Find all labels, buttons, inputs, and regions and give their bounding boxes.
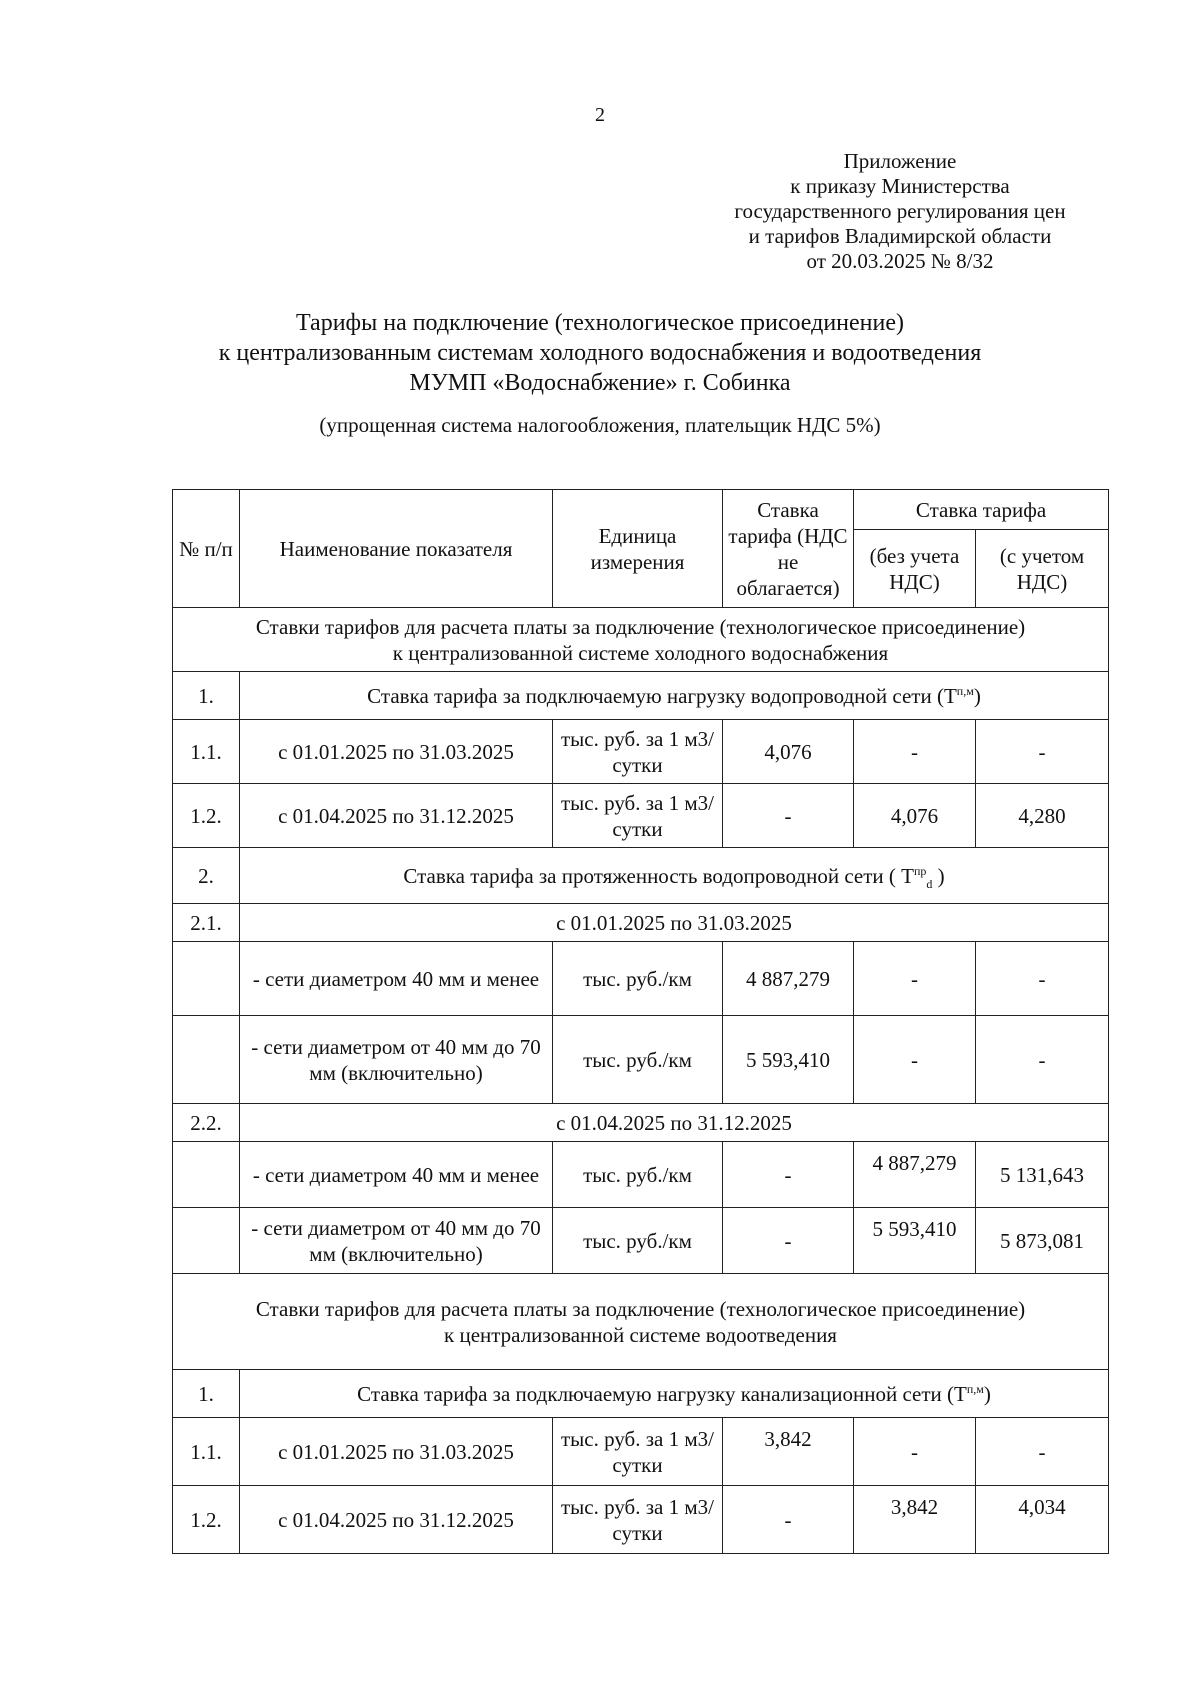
document-subtitle: (упрощенная система налогообложения, плательщик НДС 5%) bbox=[319, 413, 881, 437]
row-without-vat: 4 887,279 bbox=[854, 1142, 976, 1208]
row-with-vat: 4,280 bbox=[976, 784, 1109, 848]
row-with-vat: - bbox=[976, 1418, 1109, 1486]
tariff-table-wrapper bbox=[172, 489, 1108, 1554]
row-unit: тыс. руб. за 1 м3/сутки bbox=[553, 720, 723, 784]
row-num: 1.1. bbox=[173, 1418, 240, 1486]
table-row bbox=[173, 1418, 1109, 1486]
row-heading bbox=[240, 848, 1109, 904]
table-row bbox=[173, 904, 1109, 942]
table-row bbox=[173, 1370, 1109, 1418]
table-row bbox=[173, 672, 1109, 720]
header-rate-group: Ставка тарифа bbox=[854, 490, 1109, 530]
table-row bbox=[173, 1486, 1109, 1554]
subscript: d bbox=[926, 876, 933, 891]
table-row bbox=[173, 1208, 1109, 1274]
row-num: 1.2. bbox=[173, 784, 240, 848]
section-row bbox=[173, 608, 1109, 672]
superscript: пр bbox=[913, 863, 927, 878]
row-unit: тыс. руб./км bbox=[553, 942, 723, 1016]
appendix-line: Приложение bbox=[843, 149, 957, 173]
row-with-vat: 4,034 bbox=[976, 1486, 1109, 1554]
header-num: № п/п bbox=[173, 490, 240, 608]
row-with-vat: - bbox=[976, 942, 1109, 1016]
row-name: с 01.04.2025 по 31.12.2025 bbox=[240, 784, 553, 848]
appendix-line: государственного регулирования цен bbox=[734, 199, 1066, 223]
row-without-vat: - bbox=[854, 1016, 976, 1104]
row-num: 1. bbox=[173, 1370, 240, 1418]
section-water bbox=[173, 608, 1109, 672]
page-number: 2 bbox=[595, 104, 605, 126]
row-name: - сети диаметром от 40 мм до 70 мм (включительно) bbox=[240, 1208, 553, 1274]
row-num: 1.2. bbox=[173, 1486, 240, 1554]
row-period: с 01.04.2025 по 31.12.2025 bbox=[240, 1104, 1109, 1142]
row-num: 1. bbox=[173, 672, 240, 720]
row-heading bbox=[240, 1370, 1109, 1418]
row-with-vat: - bbox=[976, 720, 1109, 784]
row-period: с 01.01.2025 по 31.03.2025 bbox=[240, 904, 1109, 942]
row-without-vat: 5 593,410 bbox=[854, 1208, 976, 1274]
header-row bbox=[173, 490, 1109, 530]
heading-text: Ставка тарифа за подключаемую нагрузку канализационной сети (Т bbox=[357, 1381, 967, 1406]
row-without-vat: 4,076 bbox=[854, 784, 976, 848]
table-row bbox=[173, 720, 1109, 784]
title-line: Тарифы на подключение (технологическое присоединение) bbox=[295, 310, 905, 336]
row-name: с 01.04.2025 по 31.12.2025 bbox=[240, 1486, 553, 1554]
row-rate-no-vat: - bbox=[723, 1208, 854, 1274]
row-rate-no-vat: - bbox=[723, 1142, 854, 1208]
row-num: 2.1. bbox=[173, 904, 240, 942]
table-row bbox=[173, 784, 1109, 848]
row-num: 2.2. bbox=[173, 1104, 240, 1142]
row-rate-no-vat: 4 887,279 bbox=[723, 942, 854, 1016]
appendix-date: от 20.03.2025 № 8/32 bbox=[806, 249, 994, 273]
table-row bbox=[173, 942, 1109, 1016]
appendix-block bbox=[680, 149, 1120, 274]
row-num bbox=[173, 942, 240, 1016]
row-unit: тыс. руб./км bbox=[553, 1016, 723, 1104]
row-unit: тыс. руб./км bbox=[553, 1208, 723, 1274]
row-name: - сети диаметром 40 мм и менее bbox=[240, 942, 553, 1016]
row-unit: тыс. руб. за 1 м3/сутки bbox=[553, 1418, 723, 1486]
row-with-vat: 5 873,081 bbox=[976, 1208, 1109, 1274]
table-row bbox=[173, 1142, 1109, 1208]
row-name: - сети диаметром 40 мм и менее bbox=[240, 1142, 553, 1208]
row-unit: тыс. руб./км bbox=[553, 1142, 723, 1208]
appendix-line: к приказу Министерства bbox=[790, 174, 1010, 198]
section-sewer bbox=[173, 1274, 1109, 1370]
tariff-table bbox=[172, 489, 1109, 1554]
row-with-vat: 5 131,643 bbox=[976, 1142, 1109, 1208]
table-row bbox=[173, 848, 1109, 904]
row-name: - сети диаметром от 40 мм до 70 мм (включительно) bbox=[240, 1016, 553, 1104]
row-num: 2. bbox=[173, 848, 240, 904]
heading-text: Ставка тарифа за подключаемую нагрузку водопроводной сети (Т bbox=[367, 683, 957, 708]
row-name: с 01.01.2025 по 31.03.2025 bbox=[240, 1418, 553, 1486]
row-num bbox=[173, 1016, 240, 1104]
header-without-vat: (без учета НДС) bbox=[854, 530, 976, 608]
heading-close: ) bbox=[973, 683, 981, 708]
row-rate-no-vat: 3,842 bbox=[723, 1418, 854, 1486]
header-name: Наименование показателя bbox=[240, 490, 553, 608]
header-rate-no-vat: Ставка тарифа (НДС не облагается) bbox=[723, 490, 854, 608]
section-line: Ставки тарифов для расчета платы за подключение (технологическое присоединение) bbox=[255, 614, 1026, 639]
heading-text: Ставка тарифа за протяженность водопроводной сети ( Т bbox=[403, 863, 914, 888]
title-line: МУМП «Водоснабжение» г. Собинка bbox=[409, 370, 791, 396]
row-unit: тыс. руб. за 1 м3/сутки bbox=[553, 784, 723, 848]
row-rate-no-vat: - bbox=[723, 1486, 854, 1554]
section-line: к централизованной системе холодного водоснабжения bbox=[392, 640, 889, 665]
row-num bbox=[173, 1142, 240, 1208]
row-num: 1.1. bbox=[173, 720, 240, 784]
section-line: Ставки тарифов для расчета платы за подключение (технологическое присоединение) bbox=[255, 1296, 1026, 1321]
superscript: п,м bbox=[966, 1381, 984, 1396]
section-row bbox=[173, 1274, 1109, 1370]
heading-close: ) bbox=[932, 863, 945, 888]
table-row bbox=[173, 1016, 1109, 1104]
row-num bbox=[173, 1208, 240, 1274]
table-row bbox=[173, 1104, 1109, 1142]
title-line: к централизованным системам холодного водоснабжения и водоотведения bbox=[218, 340, 982, 366]
appendix-line: и тарифов Владимирской области bbox=[748, 224, 1052, 248]
document-title bbox=[0, 308, 1200, 398]
header-unit: Единица измерения bbox=[553, 490, 723, 608]
row-without-vat: - bbox=[854, 942, 976, 1016]
row-without-vat: 3,842 bbox=[854, 1486, 976, 1554]
superscript: п,м bbox=[956, 683, 974, 698]
heading-close: ) bbox=[983, 1381, 991, 1406]
section-line: к централизованной системе водоотведения bbox=[444, 1322, 837, 1347]
row-without-vat: - bbox=[854, 720, 976, 784]
row-rate-no-vat: 5 593,410 bbox=[723, 1016, 854, 1104]
header-with-vat: (с учетом НДС) bbox=[976, 530, 1109, 608]
row-name: с 01.01.2025 по 31.03.2025 bbox=[240, 720, 553, 784]
row-rate-no-vat: 4,076 bbox=[723, 720, 854, 784]
row-heading bbox=[240, 672, 1109, 720]
row-with-vat: - bbox=[976, 1016, 1109, 1104]
row-without-vat: - bbox=[854, 1418, 976, 1486]
row-unit: тыс. руб. за 1 м3/сутки bbox=[553, 1486, 723, 1554]
row-rate-no-vat: - bbox=[723, 784, 854, 848]
